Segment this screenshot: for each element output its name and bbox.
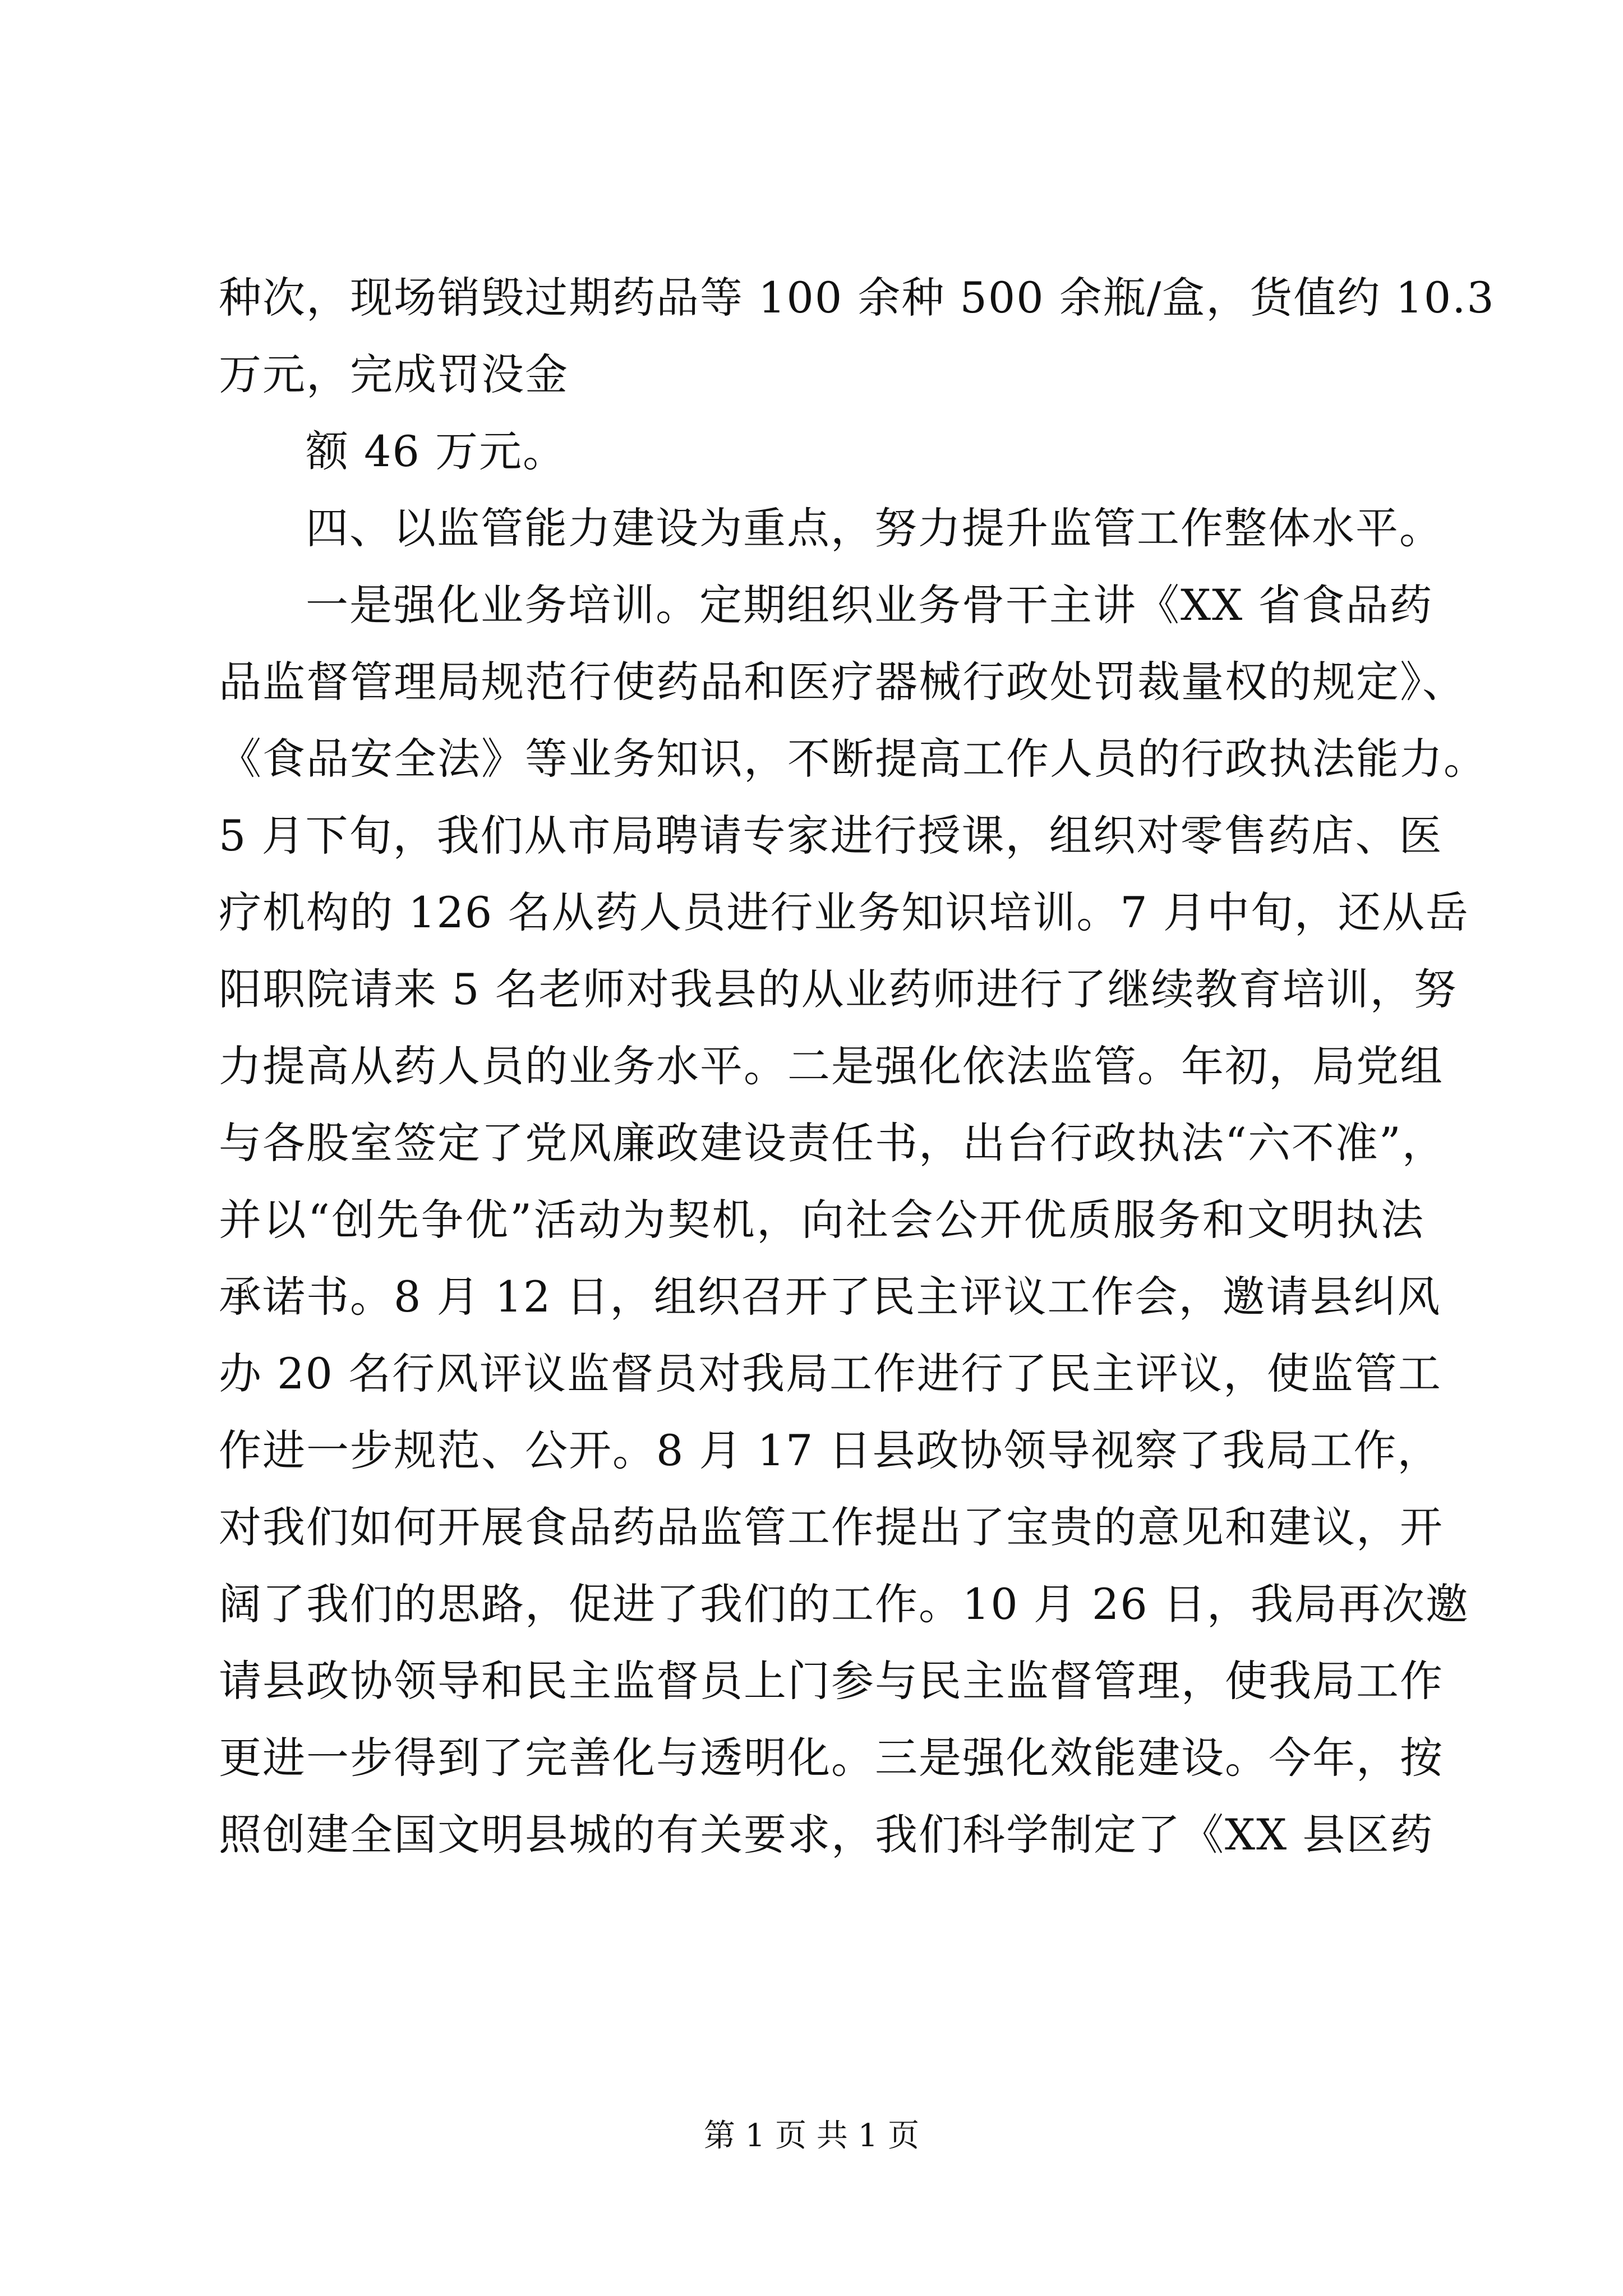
text-line: 与各股室签定了党风廉政建设责任书，出台行政执法“六不准”， <box>219 1118 1446 1168</box>
text-line: 种次，现场销毁过期药品等 100 余种 500 余瓶/盒，货值约 10.3 <box>219 273 1495 323</box>
text-line: 品监督管理局规范行使药品和医疗器械行政处罚裁量权的规定》、 <box>219 657 1466 707</box>
text-line: 对我们如何开展食品药品监管工作提出了宝贵的意见和建议，开 <box>219 1502 1444 1552</box>
text-line: 作进一步规范、公开。8 月 17 日县政协领导视察了我局工作， <box>219 1425 1441 1475</box>
document-body <box>219 259 1495 1873</box>
text-line: 阔了我们的思路，促进了我们的工作。10 月 26 日，我局再次邀 <box>219 1579 1469 1629</box>
text-line: 一是强化业务培训。定期组织业务骨干主讲《XX 省食品药 <box>306 580 1433 630</box>
text-line: 承诺书。8 月 12 日，组织召开了民主评议工作会，邀请县纠风 <box>219 1272 1441 1322</box>
text-line: 5 月下旬，我们从市局聘请专家进行授课，组织对零售药店、医 <box>219 811 1443 861</box>
text-line: 办 20 名行风评议监督员对我局工作进行了民主评议，使监管工 <box>219 1349 1442 1398</box>
page-footer: 第 1 页 共 1 页 <box>703 2118 920 2154</box>
text-line: 万元，完成罚没金 <box>219 349 569 399</box>
text-line: 《食品安全法》等业务知识，不断提高工作人员的行政执法能力。 <box>219 734 1487 784</box>
text-line: 并以“创先争优”活动为契机，向社会公开优质服务和文明执法 <box>219 1195 1424 1245</box>
text-line: 阳职院请来 5 名老师对我县的从业药师进行了继续教育培训，努 <box>219 964 1458 1014</box>
text-line: 照创建全国文明县城的有关要求，我们科学制定了《XX 县区药 <box>219 1810 1434 1860</box>
text-line: 请县政协领导和民主监督员上门参与民主监督管理，使我局工作 <box>219 1656 1444 1706</box>
text-line: 力提高从药人员的业务水平。二是强化依法监管。年初，局党组 <box>219 1041 1444 1091</box>
text-line: 疗机构的 126 名从药人员进行业务知识培训。7 月中旬，还从岳 <box>219 887 1469 937</box>
text-line: 更进一步得到了完善化与透明化。三是强化效能建设。今年，按 <box>219 1733 1444 1783</box>
text-line: 四、以监管能力建设为重点，努力提升监管工作整体水平。 <box>306 503 1443 553</box>
text-line: 额 46 万元。 <box>306 426 567 476</box>
